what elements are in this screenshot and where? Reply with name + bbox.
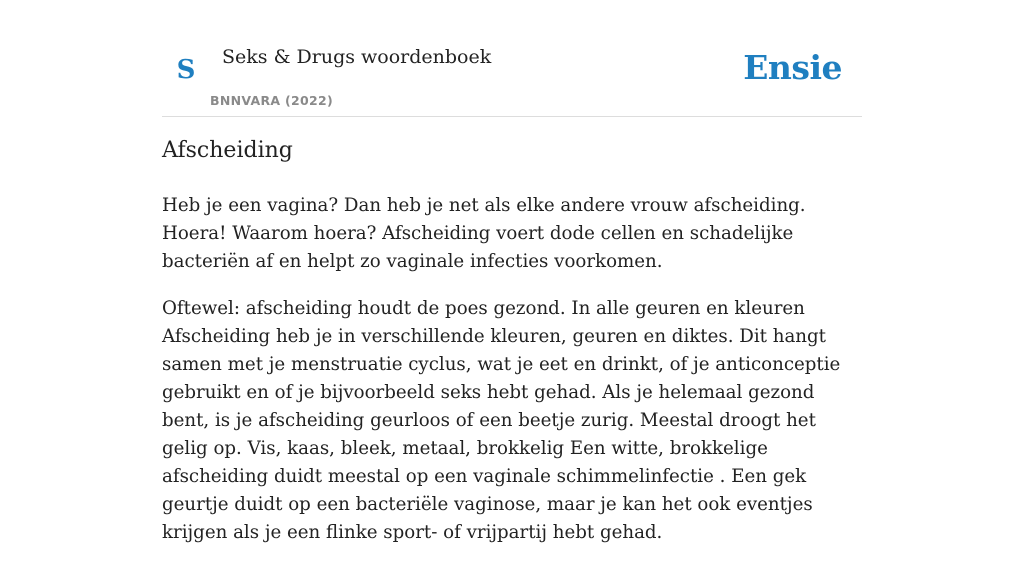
- source-title[interactable]: Seks & Drugs woordenboek: [222, 46, 492, 68]
- header: [162, 0, 862, 117]
- brand-logo[interactable]: Ensie: [743, 48, 842, 87]
- entry-paragraph: Heb je een vagina? Dan heb je net als elke andere vrouw afscheiding. Hoera! Waarom hoera? Afscheiding voert dode cellen en schadelijke bacteriën af en helpt zo vaginale infecties voorkomen.: [162, 195, 806, 272]
- source-meta: BNNVARA (2022): [210, 93, 334, 108]
- entry-title: Afscheiding: [162, 138, 293, 163]
- source-logo[interactable]: S: [176, 55, 196, 85]
- entry-paragraph: Oftewel: afscheiding houdt de poes gezond. In alle geuren en kleuren Afscheiding heb je in verschillende kleuren, geuren en diktes. Dit hangt samen met je menstruatie cyclus, wat je eet en drinkt, of je anticonceptie gebruikt en of je bijvoorbeeld seks hebt gehad. Als je helemaal gezond bent, is je afscheiding geurloos of een beetje zurig. Meestal droogt het gelig op. Vis, kaas, bleek, metaal, brokkelig Een witte, brokkelige afscheiding duidt meestal op een vaginale schimmelinfectie . Een gek geurtje duidt op een bacteriële vaginose, maar je kan het ook eventjes krijgen als je een flinke sport- of vrijpartij hebt gehad.: [162, 298, 841, 543]
- entry-body: [162, 192, 862, 566]
